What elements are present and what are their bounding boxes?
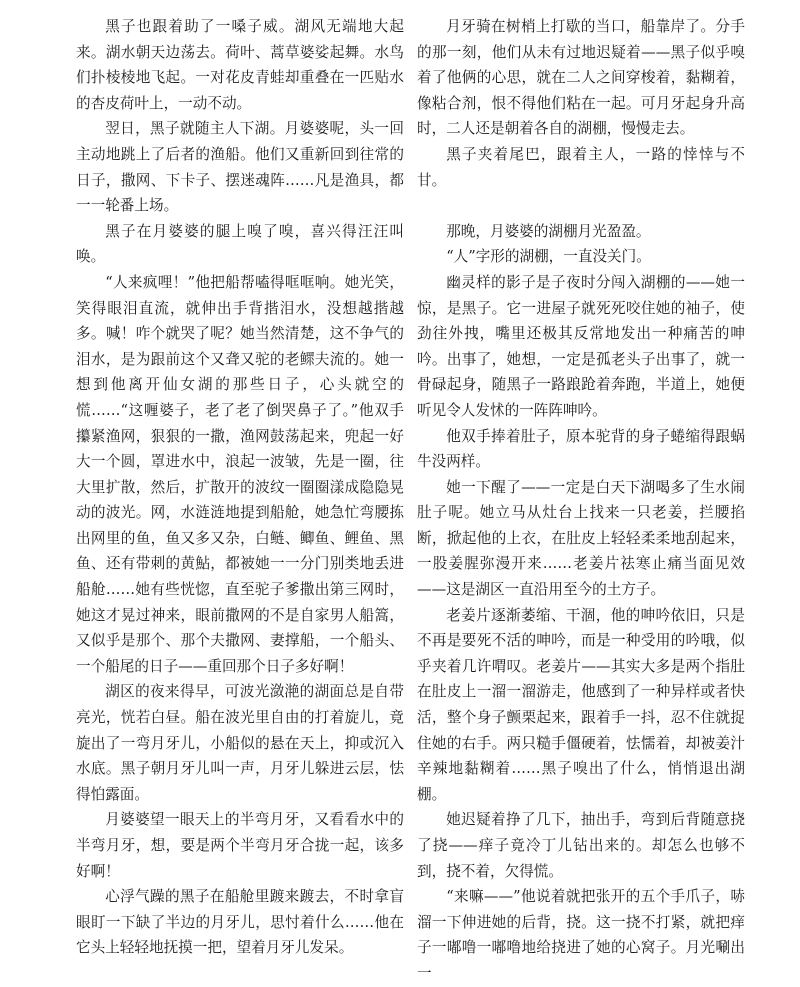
- paragraph: 她一下醒了——一定是白天下湖喝多了生水闹肚子呢。她立马从灶台上找来一只老姜，拦腰掐断，掀起他的上衣，在肚皮上轻轻柔柔地刮起来，一股姜腥弥漫开来……老姜片祛寒止痛当面见效——这是湖区一直沿用至今的土方子。: [417, 478, 745, 599]
- right-column: [417, 14, 745, 987]
- paragraph: 黑子也跟着助了一嗓子威。湖风无端地大起来。湖水朝天边荡去。荷叶、蒿草婆娑起舞。水鸟们扑棱棱地飞起。一对花皮青蛙却重叠在一匹贴水的杏皮荷叶上，一动不动。: [76, 18, 404, 112]
- paragraph: 他双手捧着肚子，原本驼背的身子蜷缩得跟蜗牛没两样。: [417, 427, 745, 471]
- paragraph: 心浮气躁的黑子在船舱里踱来踱去，不时拿盲眼盯一下缺了半边的月牙儿，思忖着什么……他在它头上轻轻地抚摸一把，望着月牙儿发呆。: [76, 888, 404, 957]
- paragraph: 黑子夹着尾巴，跟着主人，一路的悻悻与不甘。: [417, 145, 745, 189]
- paragraph: 湖区的夜来得早，可波光潋滟的湖面总是自带亮光，恍若白昼。船在波光里自由的打着旋儿，竟旋出了一弯月牙儿，小船似的悬在天上，抑或沉入水底。黑子朝月牙儿叫一声，月牙儿躲进云层，怯得怕露面。: [76, 683, 404, 803]
- paragraph: 幽灵样的影子是子夜时分闯入湖棚的——她一惊，是黑子。它一进屋子就死死咬住她的袖子，使劲往外拽，嘴里还极其反常地发出一种痛苦的呻吟。出事了，她想，一定是孤老头子出事了，就一骨碌起身，随黑子一路踉跄着奔跑，半道上，她便听见令人发怵的一阵阵呻吟。: [417, 273, 745, 419]
- paragraph: 她迟疑着挣了几下，抽出手，弯到后背随意挠了挠——痒子竟冷丁儿钻出来的。却怎么也够不到，挠不着，欠得慌。: [417, 811, 745, 880]
- paragraph: 黑子在月婆婆的腿上嗅了嗅，喜兴得汪汪叫唤。: [76, 222, 404, 266]
- paragraph: 老姜片逐渐萎缩、干涸，他的呻吟依旧，只是不再是要死不活的呻吟，而是一种受用的吟哦，似乎夹着几许喟叹。老姜片——其实大多是两个指肚在肚皮上一溜一溜游走，他感到了一种异样或者快活，整个身子颤栗起来，跟着手一抖，忍不住就捉住她的右手。两只糙手僵硬着，怯懦着，却被姜汁辛辣地黏糊着……黑子嗅出了什么，悄悄退出湖棚。: [417, 606, 745, 803]
- paragraph: 月牙骑在树梢上打歇的当口，船靠岸了。分手的那一刻，他们从未有过地迟疑着——黑子似乎嗅着了他俩的心思，就在二人之间穿梭着，黏糊着，像粘合剂，恨不得他们粘在一起。可月牙起身升高时，二人还是朝着各自的湖棚，慢慢走去。: [417, 18, 745, 138]
- paragraph: 月婆婆望一眼天上的半弯月牙，又看看水中的半弯月牙，想，要是两个半弯月牙合拢一起，该多好啊！: [76, 811, 404, 880]
- paragraph: “来嘛——”他说着就把张开的五个手爪子，哧溜一下伸进她的后背，挠。这一挠不打紧，就把痒子一嘟噜一嘟噜地给挠进了她的心窝子。月光唰出一: [417, 888, 745, 982]
- paragraph: “人来疯哩！”他把船帮嗑得哐哐响。她光笑，笑得眼泪直流，就伸出手背揩泪水，没想越揩越多。喊！咋个就哭了呢？她当然清楚，这不争气的泪水，是为跟前这个又聋又驼的老鳏夫流的。她一想到他离开仙女湖的那些日子，心头就空的慌……“这喱婆子，老了老了倒哭鼻子了。”他双手攥紧渔网，狠狠的一撒，渔网鼓荡起来，兜起一好大一个圆，罩进水中，浪起一波皱，先是一圈，往大里扩散，然后，扩散开的波纹一圈圈漾成隐隐晃动的波光。网，水涟涟地提到船舱，她急忙弯腰拣出网里的鱼，鱼又多又杂，白鲢、鲫鱼、鲤鱼、黑鱼、还有带刺的黄鮎，都被她一一分门别类地丢进船舱……她有些恍惚，直至驼子爹撒出第三网时，她这才晃过神来，眼前撒网的不是自家男人船篙，又似乎是那个、那个夫撒网、妻撑船，一个船头、一个船尾的日子——重回那个日子多好啊！: [76, 273, 404, 675]
- paragraph: 那晚，月婆婆的湖棚月光盈盈。: [446, 222, 651, 240]
- section-break: [417, 193, 745, 219]
- paragraph: 翌日，黑子就随主人下湖。月婆婆呢，头一回主动地跳上了后者的渔船。他们又重新回到往常的日子，撒网、下卡子、摆迷魂阵……凡是渔具，都一一轮番上场。: [76, 120, 404, 215]
- paragraph: “人”字形的湖棚，一直没关门。: [446, 248, 651, 266]
- left-column: [76, 14, 404, 961]
